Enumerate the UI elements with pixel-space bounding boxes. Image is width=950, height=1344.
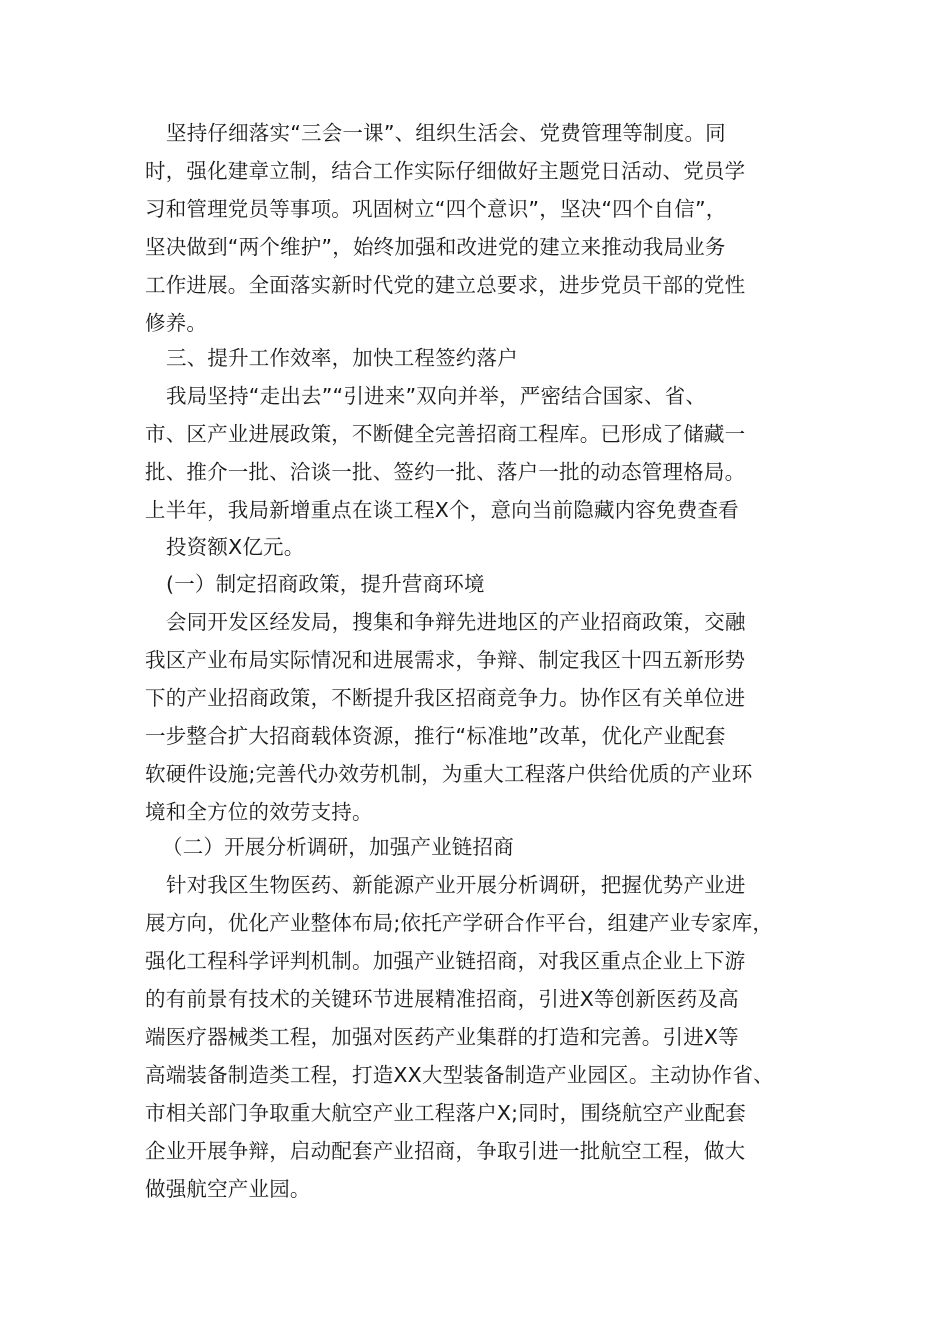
paragraph-line: 针对我区生物医药、新能源产业开展分析调研，把握优势产业进: [166, 873, 746, 897]
paragraph-line: 下的产业招商政策，不断提升我区招商竞争力。协作区有关单位进: [145, 686, 746, 710]
paragraph-line: 习和管理党员等事项。巩固树立“四个意识”，坚决“四个自信”，: [145, 197, 727, 221]
paragraph-line: 端医疗器械类工程，加强对医药产业集群的打造和完善。引进X等: [145, 1025, 739, 1049]
paragraph-line: 市相关部门争取重大航空产业工程落户X;同时，围绕航空产业配套: [145, 1101, 746, 1125]
paragraph-line: 做强航空产业园。: [145, 1177, 311, 1201]
paragraph-line: 的有前景有技术的关键环节进展精准招商，引进X等创新医药及高: [145, 987, 739, 1011]
paragraph-line: 我区产业布局实际情况和进展需求，争辩、制定我区十四五新形势: [145, 648, 746, 672]
paragraph-line: 市、区产业进展政策，不断健全完善招商工程库。已形成了储藏一: [145, 422, 746, 446]
paragraph-line: 上半年，我局新增重点在谈工程X个，意向当前隐藏内容免费查看: [145, 498, 739, 522]
subsection-heading: （二）开展分析调研，加强产业链招商: [162, 835, 514, 859]
paragraph-line: 展方向，优化产业整体布局;依托产学研合作平台，组建产业专家库，: [145, 911, 774, 935]
paragraph-line: 修养。: [145, 311, 208, 335]
paragraph-line: 坚持仔细落实“三会一课”、组织生活会、党费管理等制度。同: [166, 121, 726, 145]
subsection-heading: (一）制定招商政策，提升营商环境: [166, 572, 485, 596]
paragraph-line: 企业开展争辩，启动配套产业招商，争取引进一批航空工程，做大: [145, 1139, 746, 1163]
paragraph-line: 我局坚持“走出去”“引进来”双向并举，严密结合国家、省、: [166, 384, 707, 408]
paragraph-line: 坚决做到“两个维护”，始终加强和改进党的建立来推动我局业务: [145, 235, 726, 259]
paragraph-line: 时，强化建章立制，结合工作实际仔细做好主题党日活动、党员学: [145, 159, 746, 183]
paragraph-line: 批、推介一批、洽谈一批、签约一批、落户一批的动态管理格局。: [145, 460, 746, 484]
paragraph-line: 软硬件设施;完善代办效劳机制，为重大工程落户供给优质的产业环: [145, 762, 753, 786]
section-heading: 三、提升工作效率，加快工程签约落户: [166, 346, 518, 370]
paragraph-line: 投资额X亿元。: [166, 535, 305, 559]
paragraph-line: 会同开发区经发局，搜集和争辩先进地区的产业招商政策，交融: [166, 610, 746, 634]
paragraph-line: 高端装备制造类工程，打造XX大型装备制造产业园区。主动协作省、: [145, 1063, 774, 1087]
paragraph-line: 境和全方位的效劳支持。: [145, 800, 373, 824]
paragraph-line: 工作进展。全面落实新时代党的建立总要求，进步党员干部的党性: [145, 273, 746, 297]
paragraph-line: 强化工程科学评判机制。加强产业链招商，对我区重点企业上下游: [145, 949, 746, 973]
paragraph-line: 一步整合扩大招商载体资源，推行“标准地”改革，优化产业配套: [145, 724, 726, 748]
